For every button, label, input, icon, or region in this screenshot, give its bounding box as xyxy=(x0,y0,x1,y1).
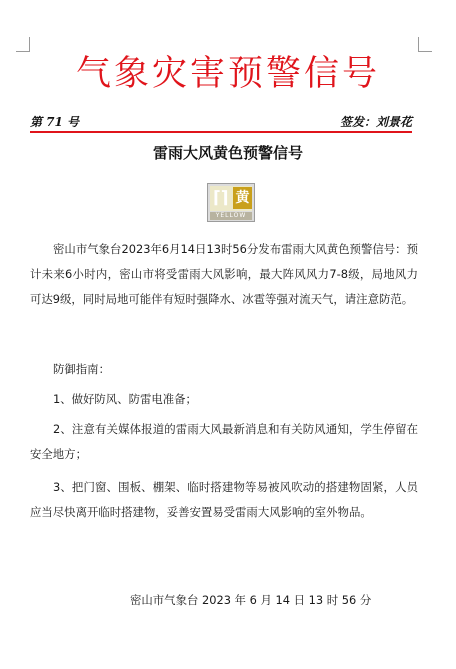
guide-heading: 防御指南： xyxy=(53,362,110,376)
signer: 签发：刘景花 xyxy=(339,115,412,129)
issuer-date-line: 密山市气象台 2023 年 6 月 14 日 13 时 56 分 xyxy=(130,593,372,607)
guide-item: 3、把门窗、围板、棚架、临时搭建物等易被风吹动的搭建物固紧，人员应当尽快离开临时搭建物，妥善安置易受雷雨大风影响的室外物品。 xyxy=(30,480,418,519)
page-corner-mark-top-left xyxy=(16,37,30,52)
red-divider-rule xyxy=(30,131,412,133)
signal-level-en: YELLOW xyxy=(210,212,252,220)
masthead-title: 气象灾害预警信号 xyxy=(75,54,380,94)
warning-paragraph: 密山市气象台2023年6月14日13时56分发布雷雨大风黄色预警信号：预计未来6小时内，密山市将受雷雨大风影响，最大阵风风力7-8级，局地风力可达9级，同时局地可能伴有短时强降水、冰雹等强对流天气，请注意防范。 xyxy=(30,242,418,306)
issue-number: 第 71 号 xyxy=(30,115,80,129)
document-title: 雷雨大风黄色预警信号 xyxy=(152,144,303,162)
page-corner-mark-top-right xyxy=(418,37,432,52)
issue-row xyxy=(30,114,412,130)
guide-item: 1、做好防风、防雷电准备； xyxy=(53,392,197,406)
signal-level-cn: 黄 xyxy=(233,187,252,209)
yellow-warning-signal-icon xyxy=(207,183,255,222)
lightning-wind-glyph-icon: ⌈⌉ xyxy=(213,188,229,208)
guide-item: 2、注意有关媒体报道的雷雨大风最新消息和有关防风通知，学生停留在安全地方； xyxy=(30,422,418,461)
